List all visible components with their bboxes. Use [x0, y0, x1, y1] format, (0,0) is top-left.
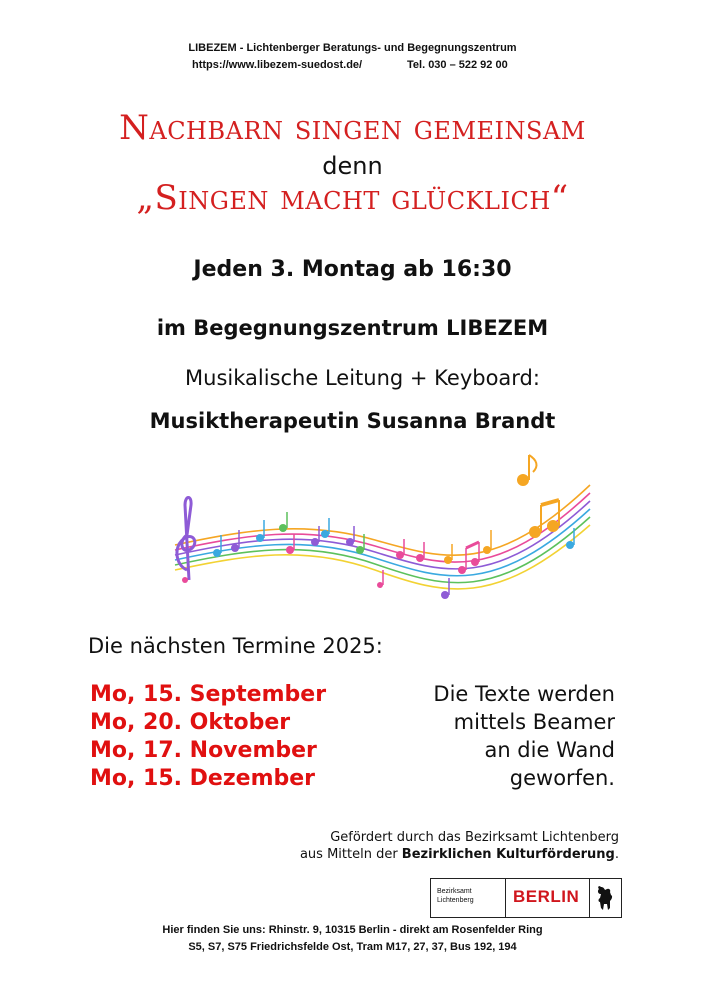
title-line-2: „Singen macht glücklich“ [136, 178, 569, 218]
header-org-line: LIBEZEM - Lichtenberger Beratungs- und Begegnungszentrum [188, 42, 517, 54]
leader-name: Musiktherapeutin Susanna Brandt [149, 409, 556, 433]
date-item: Mo, 15. September [90, 682, 327, 707]
funding-suffix: . [614, 847, 619, 862]
info-line: Die Texte werden [433, 682, 615, 706]
funding-program: Bezirklichen Kulturförderung [401, 847, 615, 862]
footer-address: Hier finden Sie uns: Rhinstr. 9, 10315 Berlin - direkt am Rosenfelder Ring [162, 924, 543, 936]
leadership-label: Musikalische Leitung + Keyboard: [185, 366, 540, 390]
date-item: Mo, 20. Oktober [90, 710, 291, 735]
venue-text: im Begegnungszentrum LIBEZEM [156, 316, 549, 340]
footer-transport: S5, S7, S75 Friedrichsfelde Ost, Tram M17, 27, 37, Bus 192, 194 [188, 941, 517, 953]
bezirksamt-logo [430, 878, 622, 918]
logo-small-line-2: Lichtenberg [437, 897, 474, 904]
title-connector: denn [322, 152, 383, 180]
info-line: an die Wand [484, 738, 615, 762]
info-line: geworfen. [509, 766, 615, 790]
header-url[interactable]: https://www.libezem-suedost.de/ [192, 59, 363, 71]
funding-line-2 [300, 847, 619, 862]
schedule-text: Jeden 3. Montag ab 16:30 [193, 257, 512, 282]
treble-clef-icon [177, 498, 195, 584]
date-item: Mo, 17. November [90, 738, 317, 763]
music-notes-illustration [165, 450, 605, 610]
header-phone: Tel. 030 – 522 92 00 [407, 59, 508, 71]
funding-line-1: Gefördert durch das Bezirksamt Lichtenberg [330, 830, 619, 845]
info-line: mittels Beamer [453, 710, 615, 734]
funding-prefix: aus Mitteln der [299, 847, 402, 862]
berlin-wordmark: BERLIN [513, 887, 580, 906]
logo-small-line-1: Bezirksamt [437, 888, 472, 895]
date-item: Mo, 15. Dezember [90, 766, 316, 791]
logo-small-text [437, 887, 474, 905]
berlin-bear-icon [595, 884, 615, 912]
title-line-1: Nachbarn singen gemeinsam [119, 108, 586, 148]
dates-heading: Die nächsten Termine 2025: [88, 634, 383, 658]
